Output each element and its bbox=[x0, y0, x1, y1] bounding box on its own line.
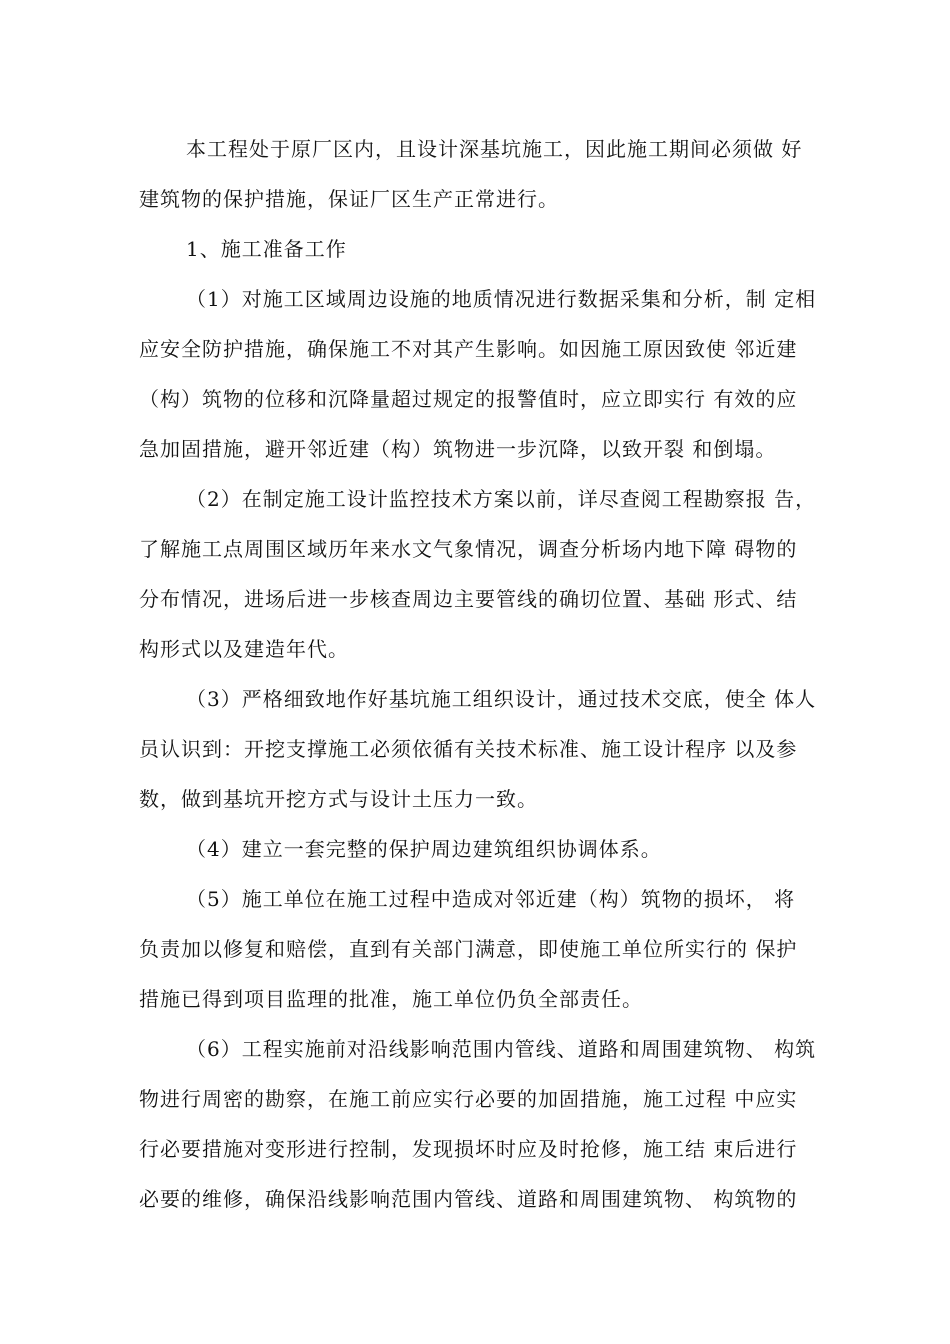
text-line: 措施已得到项目监理的批准，施工单位仍负全部责任。 bbox=[139, 987, 643, 1011]
text-line: 分布情况，进场后进一步核查周边主要管线的确切位置、基础 形式、结 bbox=[139, 587, 798, 611]
paragraph-item-2 bbox=[139, 474, 829, 674]
text-line: （6）工程实施前对沿线影响范围内管线、道路和周围建筑物、 构筑 bbox=[186, 1037, 817, 1061]
text-line: （3）严格细致地作好基坑施工组织设计，通过技术交底，使全 体人 bbox=[186, 687, 817, 711]
text-line: 构形式以及建造年代。 bbox=[139, 637, 349, 661]
section-heading bbox=[139, 224, 829, 274]
text-line: （2）在制定施工设计监控技术方案以前，详尽查阅工程勘察报 告， bbox=[186, 487, 817, 511]
text-line: 员认识到：开挖支撑施工必须依循有关技术标准、施工设计程序 以及参 bbox=[139, 737, 798, 761]
paragraph-item-5 bbox=[139, 874, 829, 1024]
text-line: 行必要措施对变形进行控制，发现损坏时应及时抢修，施工结 束后进行 bbox=[139, 1137, 798, 1161]
text-line: 负责加以修复和赔偿，直到有关部门满意，即使施工单位所实行的 保护 bbox=[139, 937, 798, 961]
text-line: （1）对施工区域周边设施的地质情况进行数据采集和分析，制 定相 bbox=[186, 287, 817, 311]
text-line: 数，做到基坑开挖方式与设计土压力一致。 bbox=[139, 787, 538, 811]
text-line: 了解施工点周围区域历年来水文气象情况，调查分析场内地下障 碍物的 bbox=[139, 537, 798, 561]
text-line: （构）筑物的位移和沉降量超过规定的报警值时，应立即实行 有效的应 bbox=[139, 387, 798, 411]
document-body bbox=[139, 124, 829, 1224]
text-line: （5）施工单位在施工过程中造成对邻近建（构）筑物的损坏， 将 bbox=[186, 887, 796, 911]
paragraph-item-1 bbox=[139, 274, 829, 474]
text-line: 应安全防护措施，确保施工不对其产生影响。如因施工原因致使 邻近建 bbox=[139, 337, 798, 361]
text-line: （4）建立一套完整的保护周边建筑组织协调体系。 bbox=[186, 837, 662, 861]
text-line: 建筑物的保护措施，保证厂区生产正常进行。 bbox=[139, 187, 559, 211]
text-line: 1、施工准备工作 bbox=[186, 237, 347, 261]
text-line: 必要的维修，确保沿线影响范围内管线、道路和周围建筑物、 构筑物的 bbox=[139, 1187, 798, 1211]
text-line: 急加固措施，避开邻近建（构）筑物进一步沉降，以致开裂 和倒塌。 bbox=[139, 437, 777, 461]
text-line: 物进行周密的勘察，在施工前应实行必要的加固措施，施工过程 中应实 bbox=[139, 1087, 798, 1111]
text-line: 本工程处于原厂区内，且设计深基坑施工，因此施工期间必须做 好 bbox=[186, 137, 803, 161]
paragraph-item-6 bbox=[139, 1024, 829, 1224]
paragraph-item-3 bbox=[139, 674, 829, 824]
paragraph-intro bbox=[139, 124, 829, 224]
paragraph-item-4 bbox=[139, 824, 829, 874]
